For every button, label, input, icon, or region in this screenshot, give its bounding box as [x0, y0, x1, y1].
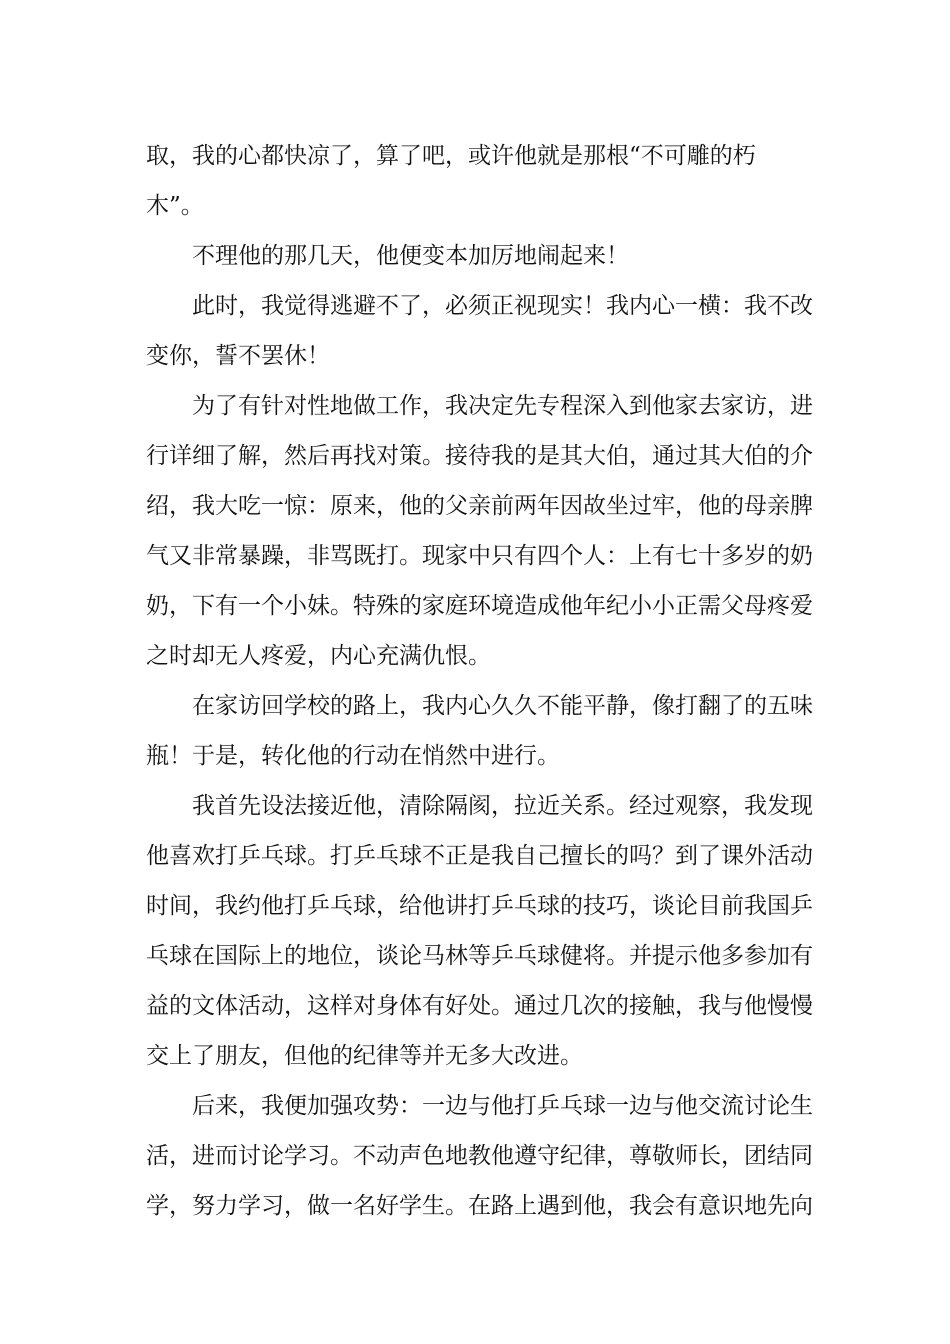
text-line [0, 1087, 950, 1127]
text-line [0, 787, 950, 827]
text-line [0, 137, 950, 177]
text-line [0, 537, 950, 577]
line-text: 他喜欢打乒乓球。打乒乓球不正是我自己擅长的吗？到了课外活动 [146, 843, 813, 869]
line-text: 乓球在国际上的地位，谈论马林等乒乓球健将。并提示他多参加有 [146, 943, 813, 969]
line-text: 变你，誓不罢休！ [146, 343, 330, 369]
text-line [0, 737, 950, 777]
text-line [0, 237, 950, 277]
line-text: 时间，我约他打乒乓球，给他讲打乒乓球的技巧，谈论目前我国乒 [146, 893, 813, 919]
line-text: 奶，下有一个小妹。特殊的家庭环境造成他年纪小小正需父母疼爱 [146, 593, 813, 619]
text-line [0, 1137, 950, 1177]
line-text: 木”。 [146, 193, 204, 219]
line-text: 之时却无人疼爱，内心充满仇恨。 [146, 643, 491, 669]
line-text: 益的文体活动，这样对身体有好处。通过几次的接触，我与他慢慢 [146, 993, 813, 1019]
text-line [0, 187, 950, 227]
text-line [0, 1037, 950, 1077]
text-line [0, 437, 950, 477]
text-line [0, 337, 950, 377]
line-text: 瓶！于是，转化他的行动在悄然中进行。 [146, 743, 560, 769]
line-text: 后来，我便加强攻势：一边与他打乒乓球一边与他交流讨论生 [192, 1093, 813, 1119]
line-text: 在家访回学校的路上，我内心久久不能平静，像打翻了的五味 [192, 693, 813, 719]
line-text: 绍，我大吃一惊：原来，他的父亲前两年因故坐过牢，他的母亲脾 [146, 493, 813, 519]
line-text: 活，进而讨论学习。不动声色地教他遵守纪律，尊敬师长，团结同 [146, 1143, 813, 1169]
text-line [0, 937, 950, 977]
text-line [0, 487, 950, 527]
text-line [0, 887, 950, 927]
text-line [0, 387, 950, 427]
line-text: 行详细了解，然后再找对策。接待我的是其大伯，通过其大伯的介 [146, 443, 813, 469]
line-text: 此时，我觉得逃避不了，必须正视现实！我内心一横：我不改 [192, 293, 813, 319]
text-line [0, 987, 950, 1027]
line-text: 气又非常暴躁，非骂既打。现家中只有四个人：上有七十多岁的奶 [146, 543, 813, 569]
line-text: 学，努力学习，做一名好学生。在路上遇到他，我会有意识地先向 [146, 1193, 813, 1219]
text-line [0, 587, 950, 627]
text-line [0, 637, 950, 677]
line-text: 为了有针对性地做工作，我决定先专程深入到他家去家访，进 [192, 393, 813, 419]
line-text: 我首先设法接近他，清除隔阂，拉近关系。经过观察，我发现 [192, 793, 813, 819]
text-line [0, 687, 950, 727]
text-line [0, 1187, 950, 1227]
text-line [0, 287, 950, 327]
text-line [0, 837, 950, 877]
line-text: 交上了朋友，但他的纪律等并无多大改进。 [146, 1043, 583, 1069]
line-text: 不理他的那几天，他便变本加厉地闹起来！ [192, 243, 629, 269]
line-text: 取，我的心都快凉了，算了吧，或许他就是那根“不可雕的朽 [146, 143, 756, 169]
